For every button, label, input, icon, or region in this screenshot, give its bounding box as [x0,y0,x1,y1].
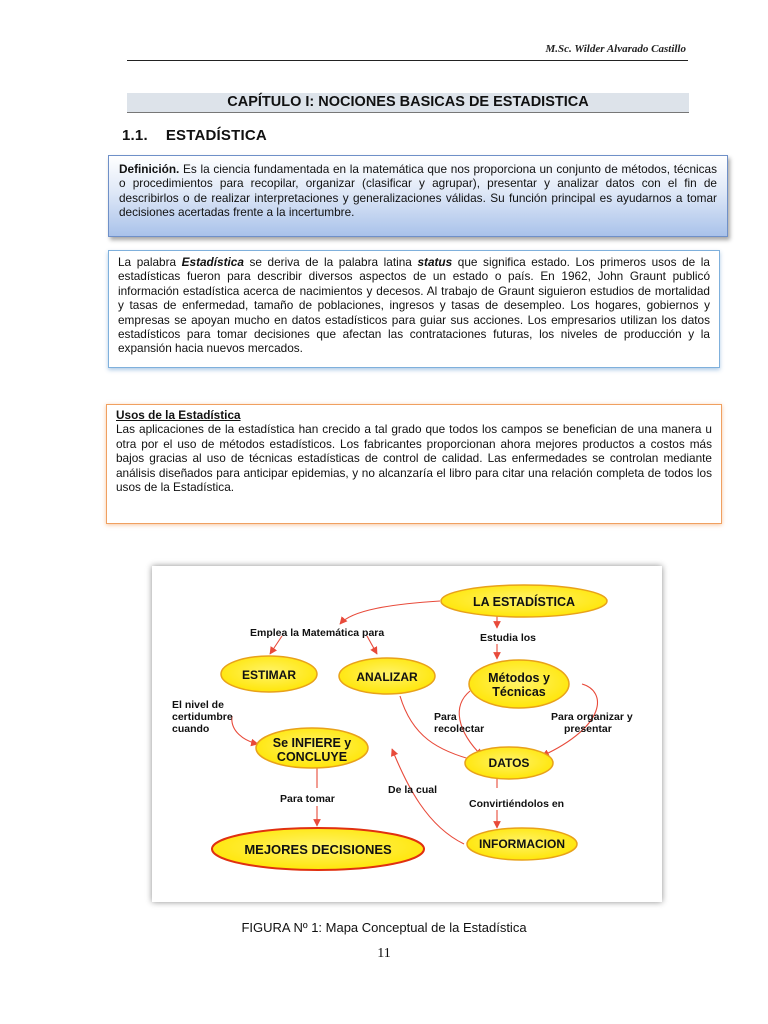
node-infiere-label-2: CONCLUYE [276,750,348,764]
link-emplea: Emplea la Matemática para [250,627,385,639]
node-decisiones-label: MEJORES DECISIONES [244,842,392,857]
header-rule [127,60,688,61]
section-heading [122,127,267,144]
node-informacion-label: INFORMACION [479,837,565,851]
concept-map [152,566,662,902]
connector-nivel-infiere [232,716,258,744]
header-author: M.Sc. Wilder Alvarado Castillo [545,43,686,55]
word-origin-emphasis-1: Estadística [181,255,244,269]
link-recolectar-1: Para [434,711,457,723]
concept-map-link-labels [172,627,633,810]
word-origin-part-1: La palabra [118,255,182,269]
link-estudia: Estudia los [480,632,537,644]
node-metodos-label-2: Técnicas [492,685,546,699]
page-number: 11 [377,946,391,961]
connector-estadistica-emplea [340,601,440,624]
connector-informacion-infiere [392,749,464,844]
word-origin-box [108,250,720,368]
node-metodos-label-1: Métodos y [488,671,550,685]
link-recolectar-2: recolectar [434,723,485,735]
node-analizar-label: ANALIZAR [356,670,418,684]
link-para-tomar: Para tomar [280,793,335,805]
node-estadistica-label: LA ESTADÍSTICA [472,595,576,609]
definition-box [108,155,728,237]
word-origin-emphasis-2: status [417,255,453,269]
node-infiere-label-1: Se INFIERE y [272,736,352,750]
link-nivel-3: cuando [172,723,210,735]
uses-text: Las aplicaciones de la estadística han crecido a tal grado que todos los campos se benefician de una manera u otra por el uso de métodos estadísticos. Los fabricantes proporcionan ahora mejores productos a costos más bajos gracias al uso de técnicas estadísticas de control de calidad. Las enfermedades se controlan mediante análisis diseñados para anticipar epidemias, y no alcanzaría el libro para citar una relación completa de todos los usos de la Estadística. [116,422,712,495]
uses-title: Usos de la Estadística [116,408,241,422]
link-organizar-1: Para organizar y [551,711,633,723]
link-nivel-2: certidumbre [172,711,233,723]
link-organizar-2: presentar [564,723,612,735]
uses-box [106,404,722,524]
definition-text: Es la ciencia fundamentada en la matemática que nos proporciona un conjunto de métodos, técnicas o procedimientos para recopilar, organizar (clasificar y agrupar), presentar y analizar datos con el fin de describirlos o de realizar interpretaciones y generalizaciones válidas. Su función principal es ayudarnos a tomar decisiones acertadas frente a la incertumbre. [119,162,717,220]
link-de-la-cual: De la cual [388,784,438,796]
section-title: ESTADÍSTICA [165,127,267,144]
figure-caption: FIGURA Nº 1: Mapa Conceptual de la Estadística [241,920,527,935]
word-origin-part-2: se deriva de la palabra latina [243,255,418,269]
link-convirtiendolos: Convirtiéndolos en [469,798,565,810]
link-nivel-1: El nivel de [172,699,224,711]
chapter-title: CAPÍTULO I: NOCIONES BASICAS DE ESTADISTICA [127,93,689,113]
node-datos-label: DATOS [488,756,530,770]
definition-lead: Definición. [119,162,180,176]
section-number: 1.1. [122,127,148,144]
concept-map-figure [152,566,662,902]
word-origin-part-3: que significa estado. Los primeros usos de la estadísticas fueron para describir diversos aspectos de un estado o país. En 1962, John Graunt publicó información estadística acerca de nacimientos y decesos. Al trabajo de Graunt siguieron estudios de mortalidad y tasas de enfermedad, tamaño de poblaciones, ingresos y tasas de desempleo. Los hogares, gobiernos y empresas se apoyan mucho en datos estadísticos para guiar sus acciones. Los empresarios utilizan los datos estadísticos para tomar decisiones que afectan las contrataciones futuras, los niveles de producción y la expansión hacia nuevos mercados. [118,255,710,356]
node-estimar-label: ESTIMAR [242,668,296,682]
